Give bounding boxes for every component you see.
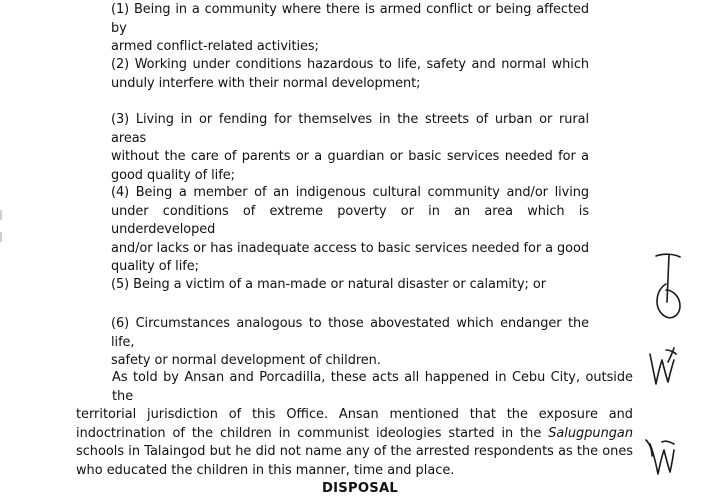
handwritten-initial-middle (642, 344, 680, 392)
list-item-1 (111, 1, 589, 57)
paragraph-line-4: schools in Talaingod but he did not name any of the arrested respondents as the ones (76, 444, 633, 460)
section-heading-disposal: DISPOSAL (322, 481, 398, 496)
list-item-3-line-3: good quality of life; (111, 167, 235, 183)
list-item-5 (111, 276, 589, 295)
handwritten-initial-top (650, 250, 684, 328)
list-item-4-line-2: under conditions of extreme poverty or in an area which is underdeveloped (111, 203, 589, 238)
handwritten-initial-bottom (640, 430, 678, 482)
list-item-3-line-2: without the care of parents or a guardian or basic services needed for a (111, 149, 589, 165)
list-item-3-line-1: (3) Living in or fending for themselves in the streets of urban or rural areas (111, 112, 589, 146)
list-item-1-line-2: armed conflict-related activities; (111, 39, 319, 55)
paragraph-line-3-text: indoctrination of the children in communist ideologies started in the (76, 425, 549, 441)
list-item-2-line-1: (2) Working under conditions hazardous to life, safety and normal which (111, 57, 589, 72)
list-item-6 (111, 315, 589, 371)
paragraph-line-5: who educated the children in this manner, time and place. (76, 462, 455, 478)
paragraph-italic-term: Salugpungan (548, 425, 633, 441)
list-item-5-line-1: (5) Being a victim of a man-made or natural disaster or calamity; or (111, 277, 546, 292)
list-item-6-line-1: (6) Circumstances analogous to those abovestated which endanger the life, (111, 316, 589, 350)
list-item-4-line-1: (4) Being a member of an indigenous cultural community and/or living (111, 185, 589, 200)
scan-edge-mark (0, 210, 2, 220)
paragraph-line-2: territorial jurisdiction of this Office. Ansan mentioned that the exposure and (76, 407, 633, 423)
list-item-4 (111, 184, 589, 277)
list-item-4-line-3: and/or lacks or has inadequate access to basic services needed for a good (111, 240, 589, 256)
list-item-1-line-1: (1) Being in a community where there is armed conflict or being affected by (111, 2, 589, 36)
paragraph-line-3 (76, 425, 633, 444)
list-item-2 (111, 56, 589, 93)
scan-edge-mark (0, 232, 2, 242)
body-paragraph (76, 369, 633, 481)
list-item-2-line-2: unduly interfere with their normal development; (111, 75, 421, 91)
list-item-4-line-4: quality of life; (111, 259, 199, 275)
list-item-3 (111, 111, 589, 185)
list-item-6-line-2: safety or normal development of children. (111, 353, 381, 369)
paragraph-line-1: As told by Ansan and Porcadilla, these acts all happened in Cebu City, outside the (112, 370, 633, 404)
